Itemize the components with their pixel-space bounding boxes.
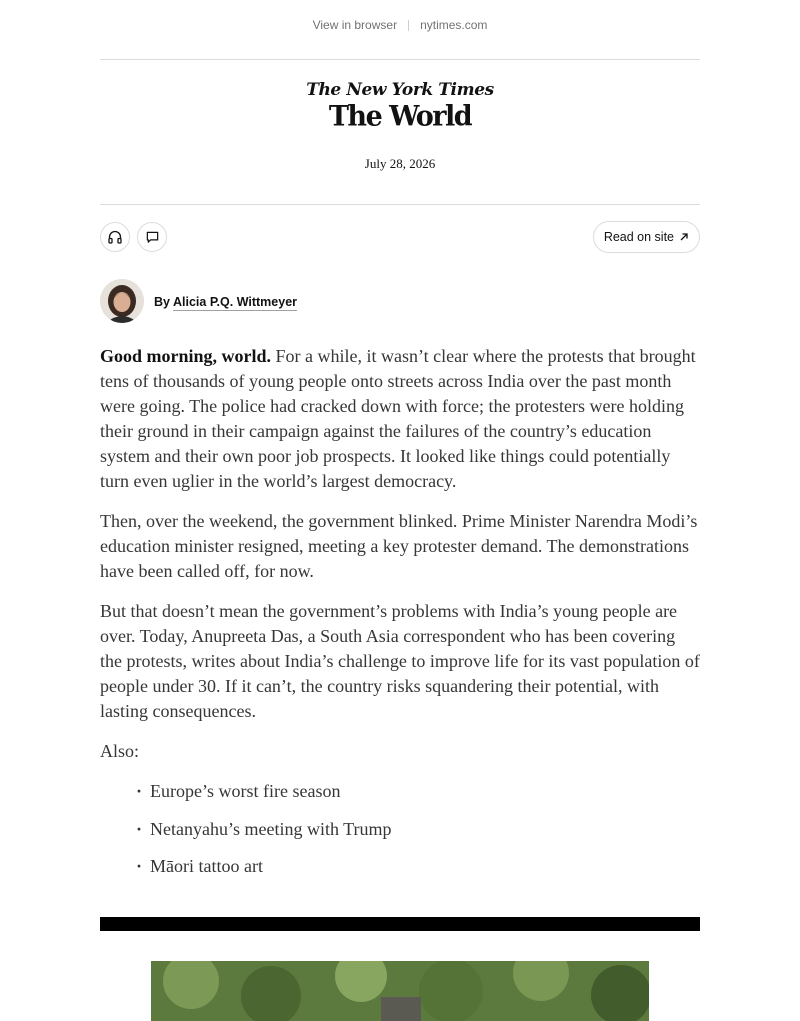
link-divider xyxy=(408,20,409,31)
section-divider-bar xyxy=(100,917,700,931)
paragraph-3: But that doesn’t mean the government’s problems with India’s young people are over. Today, Anupreeta Das, a South Asia correspondent who has been covering the protests, writes about India’s challenge to improve life for its vast population of people under 30. If it can’t, the country risks squandering their potential, with lasting consequences. xyxy=(100,601,700,721)
lead-photo xyxy=(151,961,649,1021)
headphones-icon xyxy=(107,229,123,245)
read-on-site-label: Read on site xyxy=(603,230,674,244)
masthead xyxy=(100,60,700,205)
listen-button[interactable] xyxy=(100,222,130,252)
byline-text xyxy=(154,295,297,309)
top-links xyxy=(100,0,700,60)
byline xyxy=(100,278,700,324)
paragraph-1-text: For a while, it wasn’t clear where the protests that brought tens of thousands of young people onto streets across India over the past month were going. The police had cracked down with force; the protesters were holding their ground in their campaign against the failures of the country’s education system and their own poor job prospects. It looked like things could potentially turn even uglier in the world’s largest democracy. xyxy=(100,346,696,491)
article-body xyxy=(100,344,700,879)
list-item: · Netanyahu’s meeting with Trump xyxy=(136,817,700,842)
author-avatar xyxy=(100,279,144,323)
nyt-logo[interactable]: The New York Times xyxy=(306,80,494,100)
list-item: · Māori tattoo art xyxy=(136,854,700,879)
arrow-up-right-icon xyxy=(679,232,689,242)
lead-in: Good morning, world. xyxy=(100,346,272,366)
author-link[interactable]: Alicia P.Q. Wittmeyer xyxy=(173,295,298,309)
list-item: · Europe’s worst fire season xyxy=(136,779,700,804)
also-label: Also: xyxy=(100,741,140,761)
paragraph-1 xyxy=(100,344,700,494)
comment-button[interactable] xyxy=(137,222,167,252)
issue-date: July 28, 2026 xyxy=(364,156,436,171)
nytimes-link[interactable]: nytimes.com xyxy=(420,18,488,32)
byline-prefix: By xyxy=(154,295,170,309)
newsletter-title: The World xyxy=(328,100,472,133)
view-in-browser-link[interactable]: View in browser xyxy=(312,18,398,32)
paragraph-2: Then, over the weekend, the government blinked. Prime Minister Narendra Modi’s education minister resigned, meeting a key protester demand. The demonstrations have been called off, for now. xyxy=(100,511,698,581)
email-container xyxy=(100,0,700,1021)
read-on-site-button[interactable] xyxy=(593,221,700,253)
speech-bubble-icon xyxy=(145,230,160,245)
toolbar xyxy=(100,213,700,261)
also-list xyxy=(100,779,700,879)
